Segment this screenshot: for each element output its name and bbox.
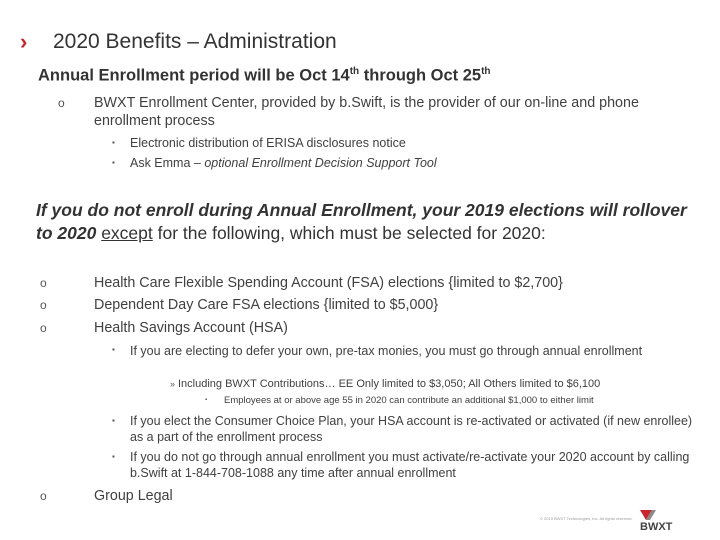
- bullet-square-icon: ▪: [112, 158, 115, 167]
- bullet-o-icon: o: [40, 276, 47, 290]
- hsa-defer-text: If you are electing to defer your own, pre-tax monies, you must go through annual enrollment: [130, 344, 643, 358]
- bullet-square-icon: ▪: [205, 397, 208, 403]
- group-legal-item: Group Legal: [94, 488, 173, 504]
- hsa-item: Health Savings Account (HSA): [94, 320, 288, 336]
- bullet-square-icon: ▪: [112, 138, 115, 147]
- bullet-o-icon: o: [58, 96, 65, 110]
- svg-text:BWXT: BWXT: [640, 521, 673, 532]
- bullet-o-icon: o: [40, 321, 47, 335]
- bullet-square-icon: ▪: [112, 452, 115, 461]
- activate-account-text: If you do not go through annual enrollment you must activate/re-activate your 2020 account by calling b.Swift at 1-844-708-1088 any time after annual enrollment: [130, 450, 690, 480]
- bullet-square-icon: ▪: [112, 416, 115, 425]
- bwxt-logo: [638, 506, 682, 537]
- enrollment-period-heading: Annual Enrollment period will be Oct 14th through Oct 25th: [38, 66, 491, 85]
- consumer-choice-text: If you elect the Consumer Choice Plan, your HSA account is re-activated or activated (if new enrollee) as a part of the enrollment process: [130, 414, 693, 444]
- bullet-o-icon: o: [40, 298, 47, 312]
- enrollment-center-text: BWXT Enrollment Center, provided by b.Swift, is the provider of our on-line and phone enrollment process: [94, 95, 639, 129]
- dcfsa-item: Dependent Day Care FSA elections {limited to $5,000}: [94, 297, 439, 313]
- fsa-item: Health Care Flexible Spending Account (FSA) elections {limited to $2,700}: [94, 275, 563, 291]
- erisa-text: Electronic distribution of ERISA disclosures notice: [130, 136, 406, 150]
- ask-emma-text: Ask Emma – optional Enrollment Decision Support Tool: [130, 156, 437, 170]
- catch-up-text: Employees at or above age 55 in 2020 can contribute an additional $1,000 to either limit: [224, 395, 594, 406]
- bullet-raquo-icon: »: [170, 379, 176, 389]
- bwxt-contributions-text: Including BWXT Contributions… EE Only limited to $3,050; All Others limited to $6,100: [178, 378, 601, 390]
- page-title: 2020 Benefits – Administration: [53, 30, 337, 53]
- bullet-square-icon: ▪: [112, 345, 115, 354]
- rollover-paragraph: If you do not enroll during Annual Enrollment, your 2019 elections will rollover to 2020 except for the following, which must be selected for 2020:: [36, 200, 687, 243]
- copyright-text: © 2019 BWXT Technologies, Inc. All rights reserved.: [540, 516, 633, 521]
- chevron-icon: ›: [20, 29, 28, 54]
- bullet-o-icon: o: [40, 489, 47, 503]
